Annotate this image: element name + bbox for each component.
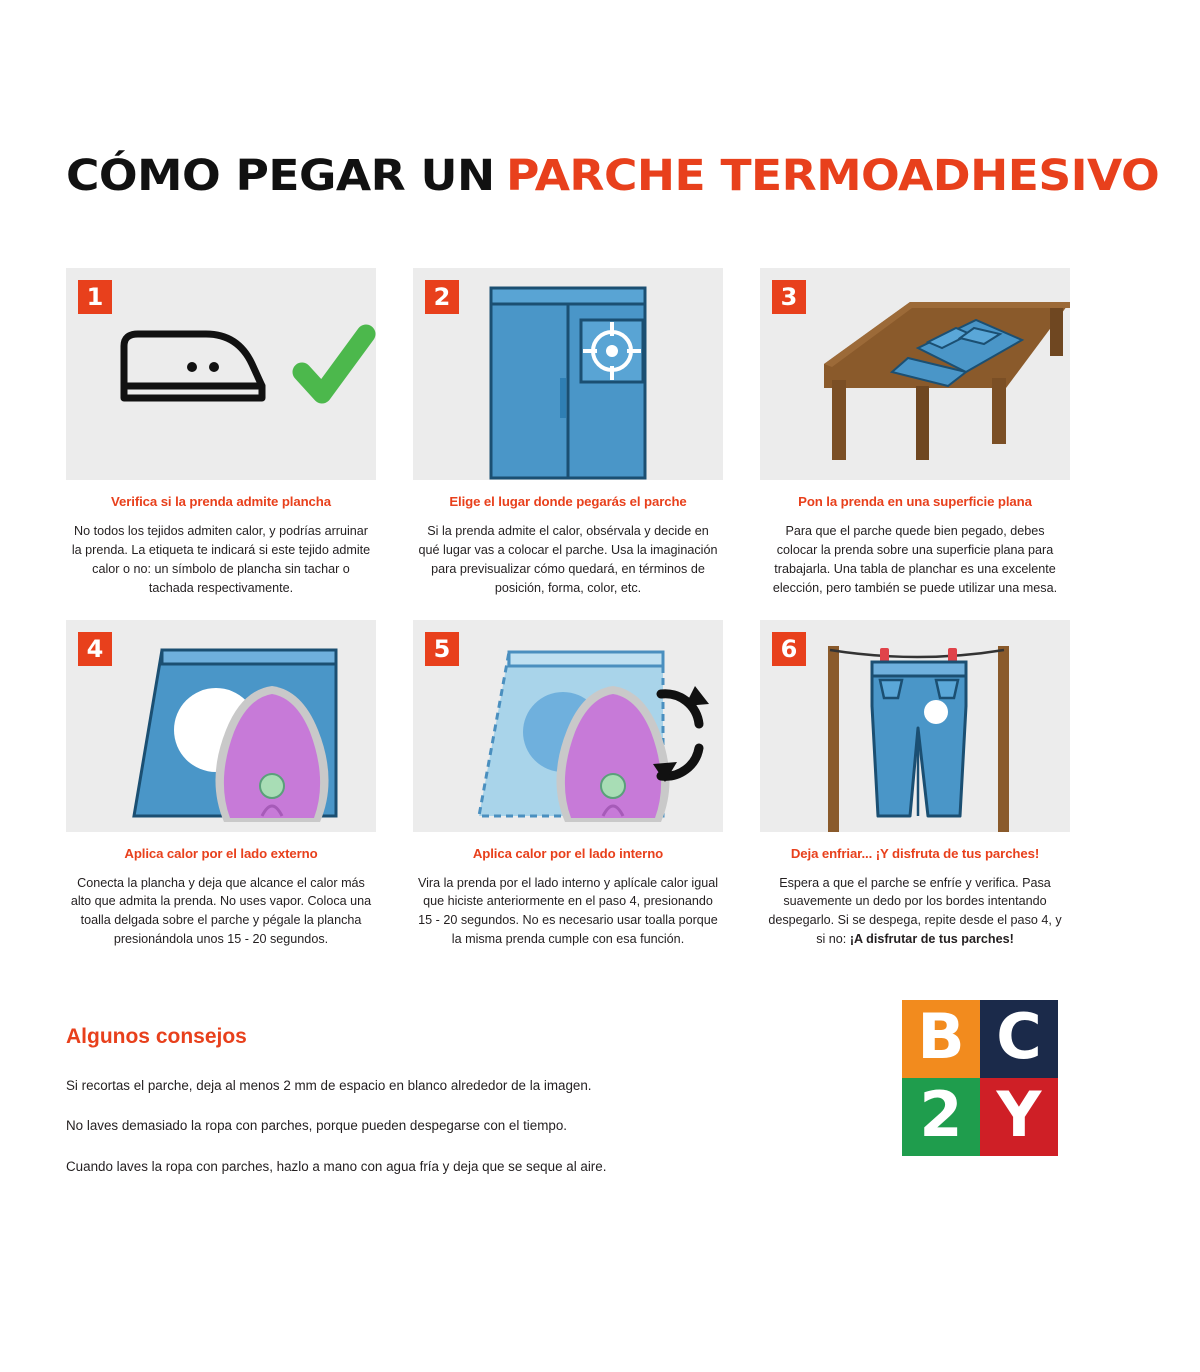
step-1-illustration <box>66 268 376 480</box>
logo-cell-c <box>980 1000 1058 1078</box>
step-6-illustration <box>760 620 1070 832</box>
iron-check-icon <box>66 268 376 480</box>
page-title-black: CÓMO PEGAR UN <box>66 151 495 201</box>
tip-item-3: Cuando laves la ropa con parches, hazlo a mano con agua fría y deja que se seque al aire. <box>66 1158 607 1174</box>
jeans-target-icon <box>413 268 723 480</box>
step-6-body-accent: ¡A disfrutar de tus parches! <box>849 932 1014 947</box>
step-4-body: Conecta la plancha y deja que alcance el calor más alto que admita la prenda. No uses vapor. Coloca una toalla delgada sobre el parche y pégale la plancha presionándola unos 15 - 20 segundos. <box>70 875 372 947</box>
logo-letter-c: C <box>996 1000 1042 1073</box>
logo-letter-y: Y <box>996 1078 1042 1151</box>
step-3-number: 3 <box>772 280 806 314</box>
step-5-body: Vira la prenda por el lado interno y aplícale calor igual que hiciste anteriormente en el paso 4, presionando 15 - 20 segundos. No es necesario usar toalla porque la misma prenda cumple con esa función. <box>417 875 719 947</box>
iron-on-garment-icon <box>66 620 376 832</box>
step-6-title: Deja enfriar... ¡Y disfruta de tus parches! <box>790 845 1040 861</box>
step-6-body <box>760 874 1070 950</box>
page-title-red: PARCHE TERMOADHESIVO <box>506 151 1160 201</box>
logo-letter-2: 2 <box>919 1078 963 1151</box>
step-6-number: 6 <box>772 632 806 666</box>
step-2-body: Si la prenda admite el calor, obsérvala y decide en qué lugar vas a colocar el parche. Usa la imaginación para previsualizar cómo quedará, en términos de posición, forma, color, etc. <box>418 524 718 595</box>
page-title <box>66 151 1160 201</box>
steps-grid <box>66 268 1070 949</box>
tip-item-1: Si recortas el parche, deja al menos 2 mm de espacio en blanco alrededor de la imagen. <box>66 1078 592 1093</box>
step-3-illustration <box>760 268 1070 480</box>
step-3-title: Pon la prenda en una superficie plana <box>798 494 1032 509</box>
step-4-number: 4 <box>78 632 112 666</box>
step-3 <box>760 268 1070 598</box>
tips-section <box>66 1025 706 1196</box>
tips-heading: Algunos consejos <box>66 1025 247 1048</box>
logo-cell-b <box>902 1000 980 1078</box>
step-4 <box>66 620 376 950</box>
logo-cell-2 <box>902 1078 980 1156</box>
step-5-illustration <box>413 620 723 832</box>
clothesline-jeans-icon <box>760 620 1070 832</box>
logo-cell-y <box>980 1078 1058 1156</box>
step-5-title: Aplica calor por el lado interno <box>472 845 664 861</box>
step-6-body-text: Espera a que el parche se enfríe y verifica. Pasa suavemente un dedo por los bordes intentando despegarlo. Si se despega, repite desde el paso 4, y si no: <box>768 875 1062 947</box>
step-1-body: No todos los tejidos admiten calor, y podrías arruinar la prenda. La etiqueta te indicará si este tejido admite calor o no: un símbolo de plancha sin tachar o tachada respectivamente. <box>71 524 371 595</box>
step-5-number: 5 <box>425 632 459 666</box>
step-6 <box>760 620 1070 950</box>
table-jeans-icon <box>760 268 1070 480</box>
step-5 <box>413 620 723 950</box>
step-2-title: Elige el lugar donde pegarás el parche <box>449 494 687 509</box>
step-2-number: 2 <box>425 280 459 314</box>
step-1 <box>66 268 376 598</box>
tip-item-2: No laves demasiado la ropa con parches, porque pueden despegarse con el tiempo. <box>66 1118 567 1134</box>
step-2 <box>413 268 723 598</box>
step-1-number: 1 <box>78 280 112 314</box>
iron-inside-garment-icon <box>413 620 723 832</box>
step-2-illustration <box>413 268 723 480</box>
brand-logo <box>902 1000 1058 1156</box>
step-4-illustration <box>66 620 376 832</box>
logo-letter-b: B <box>917 1000 965 1073</box>
step-1-title: Verifica si la prenda admite plancha <box>111 494 331 509</box>
step-3-body: Para que el parche quede bien pegado, debes colocar la prenda sobre una superficie plana para trabajarla. Una tabla de planchar es una excelente elección, pero también se puede utilizar una mesa. <box>772 524 1058 595</box>
step-4-title: Aplica calor por el lado externo <box>124 845 318 861</box>
